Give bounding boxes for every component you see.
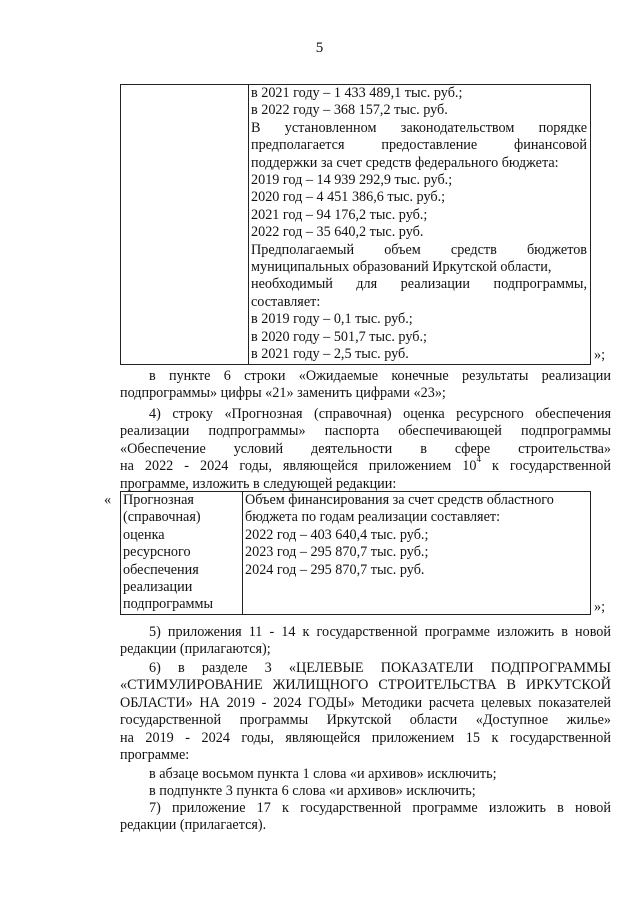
text-line: Прогнозная xyxy=(123,492,194,508)
paragraph-item-3 xyxy=(120,368,611,403)
text-line: в 2020 году – 501,7 тыс. руб.; xyxy=(251,328,427,345)
text-line: «СТИМУЛИРОВАНИЕ ЖИЛИЩНОГО СТРОИТЕЛЬСТВА В ИРКУТСКОЙ xyxy=(120,677,611,694)
paragraph-item-5 xyxy=(120,624,611,659)
text-line: 2022 год – 403 640,4 тыс. руб.; xyxy=(245,526,429,543)
table-right-cell xyxy=(249,85,591,365)
text-line: составляет: xyxy=(251,293,321,310)
text-line: реализации xyxy=(123,579,193,596)
forecast-table xyxy=(120,491,591,615)
text-line: 5) приложения 11 - 14 к государственной программе изложить в новой xyxy=(149,624,611,640)
superscript: 4 xyxy=(476,454,481,465)
text-line xyxy=(120,454,611,475)
text-line: 2023 год – 295 870,7 тыс. руб.; xyxy=(245,544,429,561)
text-line: В установленном законодательством порядке xyxy=(251,119,587,136)
text-line: оценка xyxy=(123,526,165,543)
text-line: 2021 год – 94 176,2 тыс. руб.; xyxy=(251,206,428,223)
table-left-cell xyxy=(121,85,249,365)
sub-items xyxy=(120,766,611,801)
text-line: в абзаце восьмом пункта 1 слова «и архивов» исключить; xyxy=(149,766,497,782)
text-line: 4) строку «Прогнозная (справочная) оценка ресурсного обеспечения xyxy=(149,406,611,422)
financing-table-continued xyxy=(120,84,591,365)
text-line: в 2019 году – 0,1 тыс. руб.; xyxy=(251,311,413,328)
text-line: (справочная) xyxy=(123,509,201,526)
text-line: в 2021 году – 1 433 489,1 тыс. руб.; xyxy=(251,85,463,101)
text-line: ОБЛАСТИ» НА 2019 - 2024 ГОДЫ» Методики расчета целевых показателей xyxy=(120,694,611,711)
text-line: 2024 год – 295 870,7 тыс. руб. xyxy=(245,561,425,578)
text-line: поддержки за счет средств федерального бюджета: xyxy=(251,154,559,171)
text-line: предполагается предоставление финансовой xyxy=(251,137,587,154)
text-line: подпрограммы» цифры «21» заменить цифрами «23»; xyxy=(120,385,446,402)
text-line: бюджета по годам реализации составляет: xyxy=(245,509,501,526)
paragraph-item-4 xyxy=(120,406,611,493)
text-line: редакции (прилагается). xyxy=(120,817,267,834)
text-fragment: к государственной xyxy=(480,458,611,475)
text-line: в 2021 году – 2,5 тыс. руб. xyxy=(251,346,409,363)
text-line: на 2019 - 2024 годы, являющейся приложением 15 к государственной xyxy=(120,729,611,746)
text-line: муниципальных образований Иркутской области, xyxy=(251,259,552,276)
text-line: «Обеспечение условий деятельности в сфере строительства» xyxy=(120,440,611,457)
table-left-cell xyxy=(121,492,243,615)
text-line: 7) приложение 17 к государственной программе изложить в новой xyxy=(149,800,611,816)
text-line: государственной программы Иркутской области «Доступное жилье» xyxy=(120,712,611,729)
text-line: 2019 год – 14 939 292,9 тыс. руб.; xyxy=(251,172,453,189)
text-line: программе, изложить в следующей редакции: xyxy=(120,475,397,492)
text-line: необходимый для реализации подпрограммы, xyxy=(251,276,587,293)
text-line: 6) в разделе 3 «ЦЕЛЕВЫЕ ПОКАЗАТЕЛИ ПОДПРОГРАММЫ xyxy=(149,660,611,676)
closing-quote: »; xyxy=(594,599,606,615)
text-line: Предполагаемый объем средств бюджетов xyxy=(251,241,587,258)
text-line: в пункте 6 строки «Ожидаемые конечные результаты реализации xyxy=(149,368,611,384)
closing-quote: »; xyxy=(594,347,606,363)
text-line: редакции (прилагаются); xyxy=(120,641,271,658)
text-line: в 2022 году – 368 157,2 тыс. руб. xyxy=(251,102,448,119)
opening-quote: « xyxy=(104,492,112,508)
table-right-cell xyxy=(243,492,591,615)
text-line: ресурсного xyxy=(123,544,191,561)
text-line: обеспечения xyxy=(123,561,199,578)
text-line: 2022 год – 35 640,2 тыс. руб. xyxy=(251,224,424,241)
text-line: в подпункте 3 пункта 6 слова «и архивов» исключить; xyxy=(149,783,476,800)
paragraph-item-7 xyxy=(120,800,611,835)
text-fragment: на 2022 - 2024 годы, являющейся приложением 10 xyxy=(120,458,477,475)
paragraph-item-6 xyxy=(120,660,611,764)
page-number: 5 xyxy=(315,40,324,56)
text-line: реализации подпрограммы» паспорта обеспечивающей подпрограммы xyxy=(120,423,611,440)
text-line: 2020 год – 4 451 386,6 тыс. руб.; xyxy=(251,189,446,206)
text-line: программе: xyxy=(120,747,190,764)
text-line: Объем финансирования за счет средств областного xyxy=(245,492,554,508)
text-line: подпрограммы xyxy=(123,596,213,613)
